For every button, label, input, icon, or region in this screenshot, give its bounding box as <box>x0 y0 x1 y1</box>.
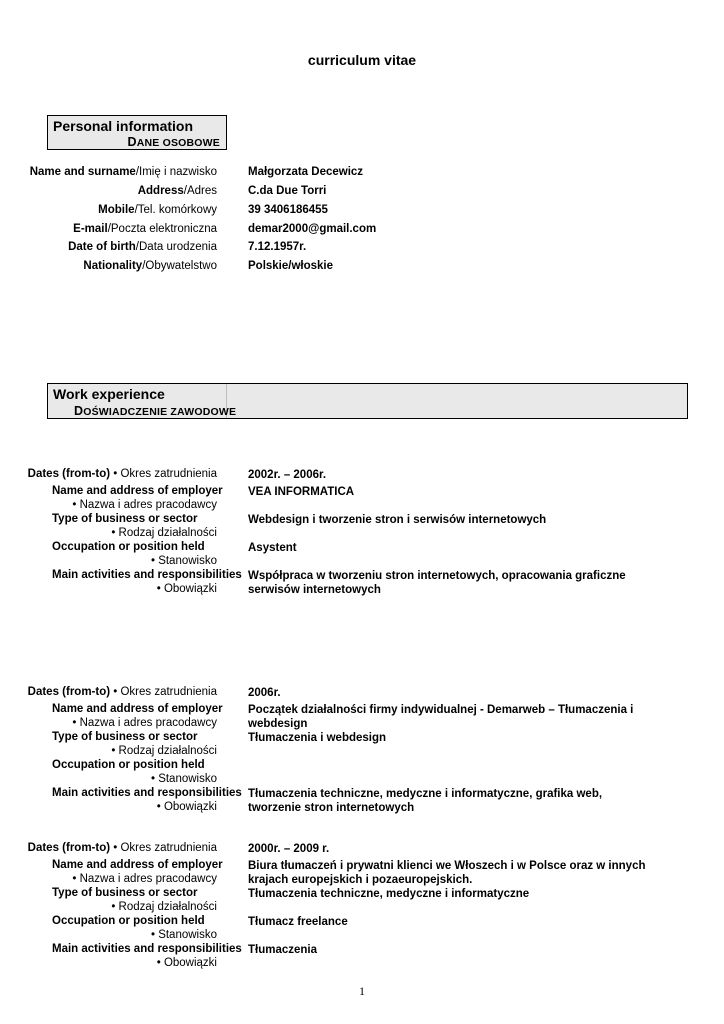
activities-label-pl: • Obowiązki <box>156 957 217 969</box>
employer-label-pl: • Nazwa i adres pracodawcy <box>72 873 217 885</box>
personal-info-subheading: DANE OSOBOWE <box>127 135 220 149</box>
employer-value: VEA INFORMATICA <box>248 486 355 498</box>
activities-label: Main activities and responsibilities <box>52 943 242 955</box>
dates-label: Dates (from-to) • Okres zatrudnienia <box>27 842 217 854</box>
occupation-label: Occupation or position held <box>52 759 205 771</box>
business-label: Type of business or sector <box>52 887 198 899</box>
business-value: Tłumaczenia techniczne, medyczne i informatyczne <box>248 888 530 900</box>
work-experience-subheading: DOŚWIADCZENIE ZAWODOWE <box>74 404 237 418</box>
employer-value: Początek działalności firmy indywidualnej - Demarweb – Tłumaczenia i webdesign <box>248 704 634 730</box>
document-title: curriculum vitae <box>307 52 417 68</box>
employer-label-pl: • Nazwa i adres pracodawcy <box>72 717 217 729</box>
occupation-label-pl: • Stanowisko <box>150 929 217 941</box>
address-value: C.da Due Torri <box>248 185 327 197</box>
occupation-label: Occupation or position held <box>52 541 205 553</box>
business-value: Tłumaczenia i webdesign <box>248 732 387 744</box>
dates-label: Dates (from-to) • Okres zatrudnienia <box>27 686 217 698</box>
personal-info-header <box>47 115 227 150</box>
business-label: Type of business or sector <box>52 513 198 525</box>
activities-value: Tłumaczenia <box>248 944 318 956</box>
name-value: Małgorzata Decewicz <box>248 166 364 178</box>
work-experience-heading: Work experience <box>53 386 165 402</box>
occupation-label-pl: • Stanowisko <box>150 555 217 567</box>
activities-label-pl: • Obowiązki <box>156 801 217 813</box>
occupation-label-pl: • Stanowisko <box>150 773 217 785</box>
occupation-value: Tłumacz freelance <box>248 916 348 928</box>
employer-label-pl: • Nazwa i adres pracodawcy <box>72 499 217 511</box>
occupation-label: Occupation or position held <box>52 915 205 927</box>
mobile-value: 39 3406186455 <box>248 204 328 216</box>
business-label-pl: • Rodzaj działalności <box>111 527 217 539</box>
business-label: Type of business or sector <box>52 731 198 743</box>
dates-value: 2002r. – 2006r. <box>248 469 327 481</box>
email-value: demar2000@gmail.com <box>248 223 377 235</box>
work-experience-header <box>47 383 688 419</box>
page-number: 1 <box>359 984 365 998</box>
activities-value: Współpraca w tworzeniu stron internetowych, opracowania graficzne serwisów internetowych <box>248 570 626 596</box>
business-label-pl: • Rodzaj działalności <box>111 745 217 757</box>
dates-value: 2000r. – 2009 r. <box>248 843 330 855</box>
activities-label-pl: • Obowiązki <box>156 583 217 595</box>
employer-label: Name and address of employer <box>52 485 223 497</box>
business-label-pl: • Rodzaj działalności <box>111 901 217 913</box>
employer-value: Biura tłumaczeń i prywatni klienci we Włoszech i w Polsce oraz w innych krajach europejskich i pozaeuropejskich. <box>248 860 646 886</box>
occupation-value: Asystent <box>248 542 297 554</box>
dates-label: Dates (from-to) • Okres zatrudnienia <box>27 468 217 480</box>
activities-value: Tłumaczenia techniczne, medyczne i informatyczne, grafika web, tworzenie stron internetowych <box>248 788 603 814</box>
birth-value: 7.12.1957r. <box>248 241 307 253</box>
employer-label: Name and address of employer <box>52 703 223 715</box>
activities-label: Main activities and responsibilities <box>52 569 242 581</box>
business-value: Webdesign i tworzenie stron i serwisów internetowych <box>248 514 547 526</box>
activities-label: Main activities and responsibilities <box>52 787 242 799</box>
employer-label: Name and address of employer <box>52 859 223 871</box>
nationality-value: Polskie/włoskie <box>248 260 334 272</box>
personal-info-heading: Personal information <box>53 118 194 134</box>
dates-value: 2006r. <box>248 687 281 699</box>
